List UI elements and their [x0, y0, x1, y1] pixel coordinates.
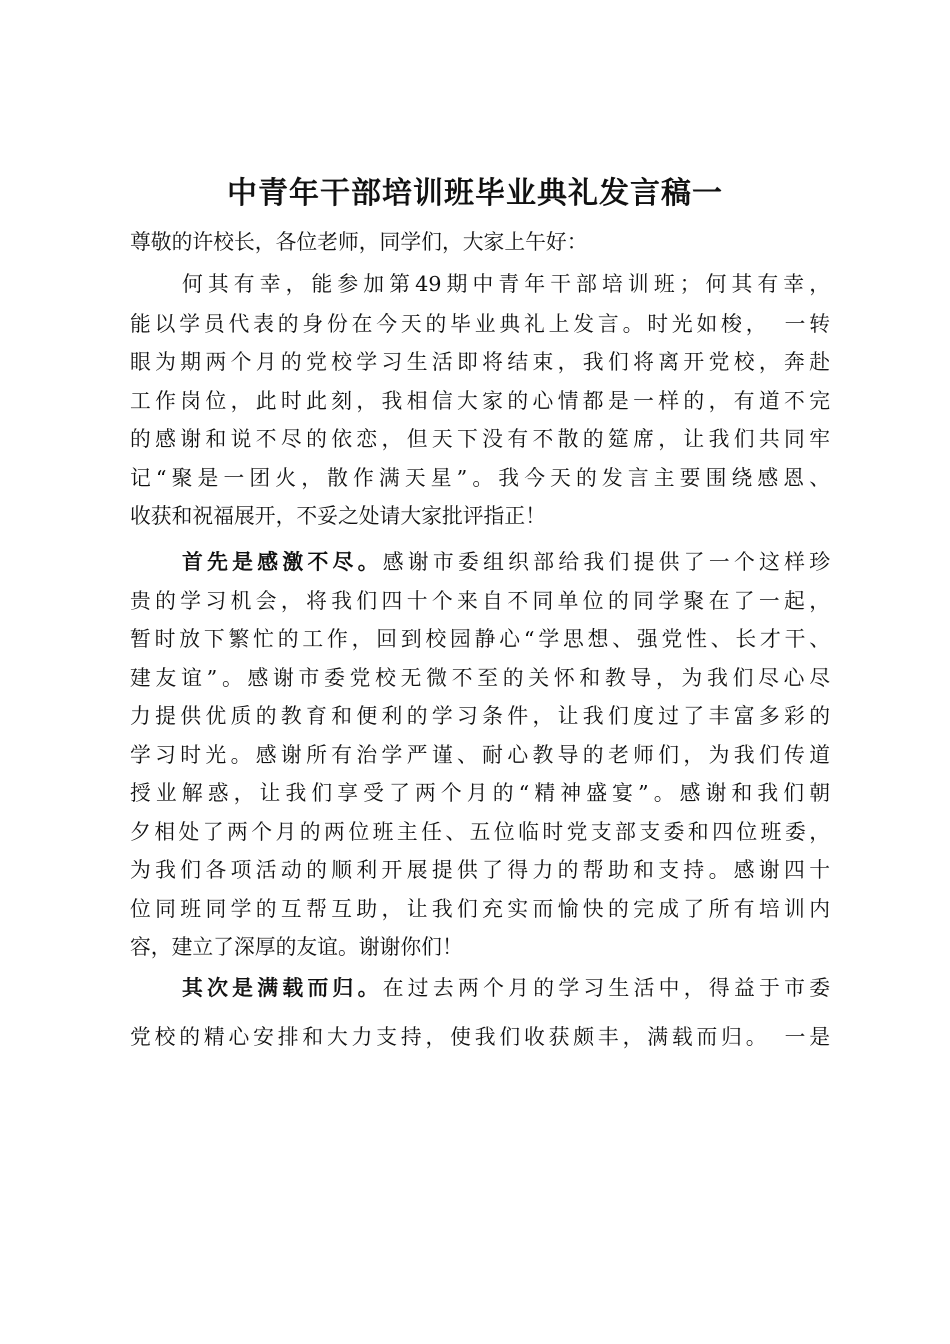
paragraph3-heading: 其次是满载而归。 — [182, 975, 383, 1000]
paragraph2-line: 暂时放下繁忙的工作，回到校园静心“学思想、强党性、长才干、 — [130, 627, 830, 651]
paragraph1-line: 收获和祝福展开，不妥之处请大家批评指正！ — [130, 504, 546, 528]
paragraph2-line: 授业解惑，让我们享受了两个月的“精神盛宴”。感谢和我们朝 — [130, 781, 830, 805]
paragraph3-first-line-text: 在过去两个月的学习生活中，得益于市委 — [382, 976, 831, 1000]
paragraph1-line: 记“聚是一团火，散作满天星”。我今天的发言主要围绕感恩、 — [130, 466, 830, 490]
paragraph1-line: 的感谢和说不尽的依恋，但天下没有不散的筵席，让我们共同牢 — [130, 427, 830, 451]
paragraph1-line: 能以学员代表的身份在今天的毕业典礼上发言。时光如梭， 一转 — [130, 312, 830, 336]
paragraph3-first-line — [130, 972, 830, 1004]
paragraph2-line: 建友谊”。感谢市委党校无微不至的关怀和教导，为我们尽心尽 — [130, 666, 830, 690]
paragraph2-first-line-text: 感谢市委组织部给我们提供了一个这样珍 — [382, 550, 831, 574]
paragraph2-line: 力提供优质的教育和便利的学习条件，让我们度过了丰富多彩的 — [130, 704, 830, 728]
paragraph1-line: 眼为期两个月的党校学习生活即将结束，我们将离开党校，奔赴 — [130, 350, 830, 374]
paragraph2-line: 贵的学习机会，将我们四十个来自不同单位的同学聚在了一起， — [130, 589, 830, 613]
paragraph2-line: 位同班同学的互帮互助，让我们充实而愉快的完成了所有培训内 — [130, 897, 830, 921]
greeting-line: 尊敬的许校长，各位老师，同学们，大家上午好： — [130, 230, 588, 254]
paragraph2-line: 夕相处了两个月的两位班主任、五位临时党支部支委和四位班委， — [130, 820, 830, 844]
paragraph2-line: 学习时光。感谢所有治学严谨、耐心教导的老师们，为我们传道 — [130, 743, 830, 767]
paragraph2-first-line — [130, 546, 830, 578]
paragraph2-line: 为我们各项活动的顺利开展提供了得力的帮助和支持。感谢四十 — [130, 858, 830, 882]
document-title: 中青年干部培训班毕业典礼发言稿一 — [227, 176, 723, 211]
paragraph1-line: 工作岗位，此时此刻，我相信大家的心情都是一样的，有道不完 — [130, 389, 830, 413]
paragraph1-line: 何其有幸，能参加第49期中青年干部培训班；何其有幸， — [182, 272, 830, 296]
paragraph2-line: 容，建立了深厚的友谊。谢谢你们！ — [130, 935, 463, 959]
paragraph3-line: 党校的精心安排和大力支持，使我们收获颇丰，满载而归。 一是 — [130, 1025, 830, 1049]
paragraph2-heading: 首先是感激不尽。 — [182, 549, 383, 574]
